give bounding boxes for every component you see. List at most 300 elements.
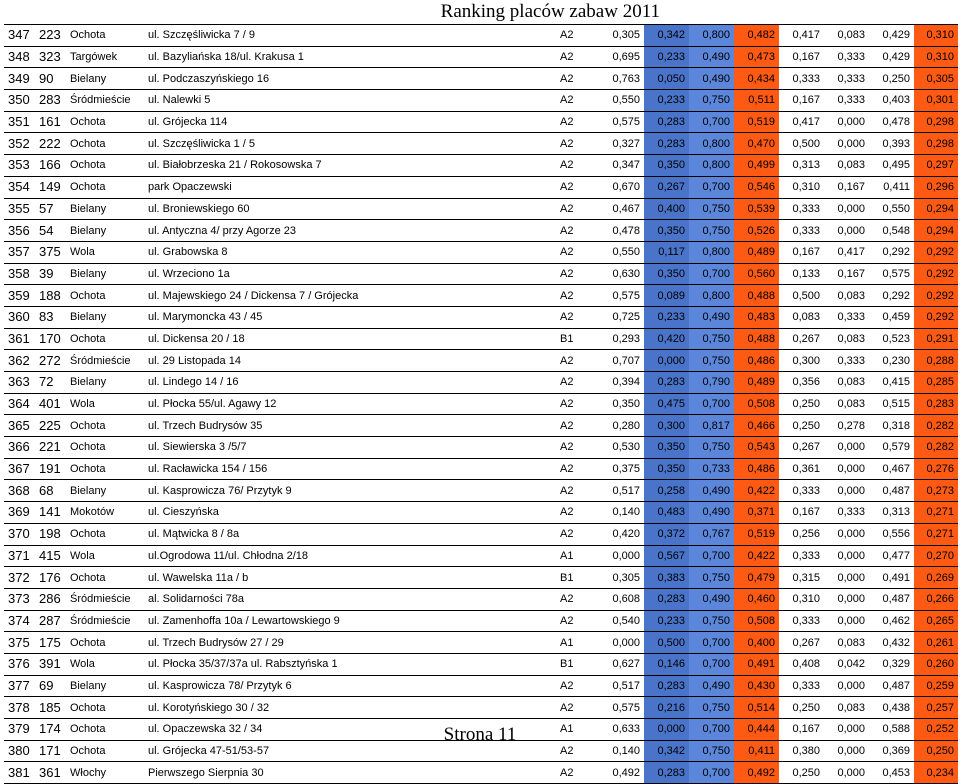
class-cell: A2 <box>558 675 599 697</box>
total-score-cell: 0,292 <box>914 241 958 263</box>
score-5-cell: 0,315 <box>779 567 824 589</box>
score-4-cell: 0,491 <box>734 653 779 675</box>
score-7-cell: 0,478 <box>869 111 914 133</box>
score-6-cell: 0,333 <box>824 68 869 90</box>
score-5-cell: 0,267 <box>779 328 824 350</box>
score-1-cell: 0,347 <box>599 155 644 177</box>
total-score-cell: 0,292 <box>914 263 958 285</box>
table-row <box>4 415 958 437</box>
class-cell: A2 <box>558 762 599 784</box>
score-5-cell: 0,083 <box>779 306 824 328</box>
district-cell: Bielany <box>68 675 146 697</box>
address-cell: ul. Dickensa 20 / 18 <box>146 328 558 350</box>
table-row <box>4 675 958 697</box>
total-score-cell: 0,266 <box>914 588 958 610</box>
score-1-cell: 0,627 <box>599 653 644 675</box>
total-score-cell: 0,271 <box>914 523 958 545</box>
score-3-cell: 0,750 <box>689 350 734 372</box>
total-score-cell: 0,297 <box>914 155 958 177</box>
score-5-cell: 0,333 <box>779 480 824 502</box>
total-score-cell: 0,305 <box>914 68 958 90</box>
score-4-cell: 0,489 <box>734 372 779 394</box>
address-cell: ul. Bazyliańska 18/ul. Krakusa 1 <box>146 46 558 68</box>
district-cell: Bielany <box>68 480 146 502</box>
class-cell: A2 <box>558 133 599 155</box>
class-cell: A2 <box>558 198 599 220</box>
rank-cell: 351 <box>4 111 36 133</box>
score-1-cell: 0,305 <box>599 25 644 47</box>
score-5-cell: 0,361 <box>779 458 824 480</box>
score-3-cell: 0,800 <box>689 133 734 155</box>
score-3-cell: 0,800 <box>689 241 734 263</box>
score-6-cell: 0,083 <box>824 393 869 415</box>
district-cell: Ochota <box>68 740 146 762</box>
score-4-cell: 0,466 <box>734 415 779 437</box>
rank-cell: 370 <box>4 523 36 545</box>
total-score-cell: 0,283 <box>914 393 958 415</box>
table-row <box>4 480 958 502</box>
score-3-cell: 0,750 <box>689 610 734 632</box>
total-score-cell: 0,273 <box>914 480 958 502</box>
district-cell: Ochota <box>68 285 146 307</box>
total-score-cell: 0,292 <box>914 285 958 307</box>
id-cell: 149 <box>36 176 68 198</box>
score-3-cell: 0,750 <box>689 740 734 762</box>
class-cell: A2 <box>558 350 599 372</box>
score-7-cell: 0,411 <box>869 176 914 198</box>
score-4-cell: 0,482 <box>734 25 779 47</box>
address-cell: ul. Korotyńskiego 30 / 32 <box>146 697 558 719</box>
score-6-cell: 0,083 <box>824 285 869 307</box>
rank-cell: 372 <box>4 567 36 589</box>
class-cell: A2 <box>558 480 599 502</box>
class-cell: A2 <box>558 697 599 719</box>
score-3-cell: 0,700 <box>689 176 734 198</box>
district-cell: Ochota <box>68 458 146 480</box>
score-1-cell: 0,420 <box>599 523 644 545</box>
score-3-cell: 0,800 <box>689 25 734 47</box>
rank-cell: 350 <box>4 90 36 112</box>
class-cell: A2 <box>558 740 599 762</box>
total-score-cell: 0,234 <box>914 762 958 784</box>
total-score-cell: 0,271 <box>914 502 958 524</box>
address-cell: ul. Kasprowicza 76/ Przytyk 9 <box>146 480 558 502</box>
total-score-cell: 0,310 <box>914 46 958 68</box>
score-6-cell: 0,167 <box>824 263 869 285</box>
class-cell: A1 <box>558 632 599 654</box>
score-2-cell: 0,475 <box>644 393 689 415</box>
score-3-cell: 0,700 <box>689 653 734 675</box>
table-row <box>4 588 958 610</box>
score-4-cell: 0,486 <box>734 350 779 372</box>
class-cell: A2 <box>558 25 599 47</box>
score-1-cell: 0,575 <box>599 697 644 719</box>
score-3-cell: 0,750 <box>689 220 734 242</box>
id-cell: 323 <box>36 46 68 68</box>
score-4-cell: 0,444 <box>734 719 779 741</box>
address-cell: ul. Opaczewska 32 / 34 <box>146 719 558 741</box>
score-1-cell: 0,633 <box>599 719 644 741</box>
score-7-cell: 0,429 <box>869 46 914 68</box>
id-cell: 57 <box>36 198 68 220</box>
id-cell: 283 <box>36 90 68 112</box>
rank-cell: 364 <box>4 393 36 415</box>
score-6-cell: 0,000 <box>824 111 869 133</box>
score-3-cell: 0,750 <box>689 90 734 112</box>
score-4-cell: 0,488 <box>734 328 779 350</box>
score-3-cell: 0,700 <box>689 632 734 654</box>
score-5-cell: 0,267 <box>779 632 824 654</box>
score-6-cell: 0,278 <box>824 415 869 437</box>
score-3-cell: 0,800 <box>689 155 734 177</box>
district-cell: Mokotów <box>68 502 146 524</box>
class-cell: A2 <box>558 285 599 307</box>
district-cell: Ochota <box>68 523 146 545</box>
score-6-cell: 0,000 <box>824 458 869 480</box>
score-3-cell: 0,700 <box>689 111 734 133</box>
score-2-cell: 0,000 <box>644 350 689 372</box>
score-3-cell: 0,750 <box>689 437 734 459</box>
table-row <box>4 46 958 68</box>
score-5-cell: 0,300 <box>779 350 824 372</box>
score-4-cell: 0,470 <box>734 133 779 155</box>
score-3-cell: 0,800 <box>689 285 734 307</box>
score-7-cell: 0,393 <box>869 133 914 155</box>
table-row <box>4 306 958 328</box>
score-5-cell: 0,250 <box>779 762 824 784</box>
score-5-cell: 0,250 <box>779 393 824 415</box>
score-2-cell: 0,400 <box>644 198 689 220</box>
score-7-cell: 0,313 <box>869 502 914 524</box>
score-1-cell: 0,000 <box>599 545 644 567</box>
score-6-cell: 0,333 <box>824 350 869 372</box>
score-1-cell: 0,763 <box>599 68 644 90</box>
score-2-cell: 0,500 <box>644 632 689 654</box>
class-cell: A2 <box>558 46 599 68</box>
class-cell: A2 <box>558 263 599 285</box>
rank-cell: 347 <box>4 25 36 47</box>
score-6-cell: 0,083 <box>824 632 869 654</box>
class-cell: A2 <box>558 437 599 459</box>
id-cell: 415 <box>36 545 68 567</box>
total-score-cell: 0,310 <box>914 25 958 47</box>
score-1-cell: 0,575 <box>599 111 644 133</box>
score-3-cell: 0,490 <box>689 588 734 610</box>
score-7-cell: 0,292 <box>869 241 914 263</box>
address-cell: ul. Cieszyńska <box>146 502 558 524</box>
score-2-cell: 0,267 <box>644 176 689 198</box>
score-4-cell: 0,489 <box>734 241 779 263</box>
score-2-cell: 0,483 <box>644 502 689 524</box>
score-7-cell: 0,487 <box>869 675 914 697</box>
score-1-cell: 0,670 <box>599 176 644 198</box>
score-2-cell: 0,216 <box>644 697 689 719</box>
table-row <box>4 437 958 459</box>
score-7-cell: 0,318 <box>869 415 914 437</box>
district-cell: Ochota <box>68 719 146 741</box>
rank-cell: 353 <box>4 155 36 177</box>
rank-cell: 362 <box>4 350 36 372</box>
total-score-cell: 0,301 <box>914 90 958 112</box>
score-4-cell: 0,422 <box>734 480 779 502</box>
score-4-cell: 0,543 <box>734 437 779 459</box>
table-row <box>4 263 958 285</box>
address-cell: ul. Trzech Budrysów 27 / 29 <box>146 632 558 654</box>
total-score-cell: 0,288 <box>914 350 958 372</box>
address-cell: ul. Białobrzeska 21 / Rokosowska 7 <box>146 155 558 177</box>
score-5-cell: 0,356 <box>779 372 824 394</box>
score-6-cell: 0,000 <box>824 740 869 762</box>
address-cell: ul. Racławicka 154 / 156 <box>146 458 558 480</box>
score-6-cell: 0,000 <box>824 610 869 632</box>
total-score-cell: 0,269 <box>914 567 958 589</box>
table-row <box>4 176 958 198</box>
district-cell: Ochota <box>68 567 146 589</box>
address-cell: ul. Wawelska 11a / b <box>146 567 558 589</box>
score-2-cell: 0,342 <box>644 25 689 47</box>
score-7-cell: 0,438 <box>869 697 914 719</box>
score-2-cell: 0,233 <box>644 90 689 112</box>
score-4-cell: 0,526 <box>734 220 779 242</box>
class-cell: A2 <box>558 458 599 480</box>
table-row <box>4 350 958 372</box>
rank-cell: 373 <box>4 588 36 610</box>
score-3-cell: 0,817 <box>689 415 734 437</box>
score-6-cell: 0,000 <box>824 588 869 610</box>
rank-cell: 348 <box>4 46 36 68</box>
id-cell: 176 <box>36 567 68 589</box>
district-cell: Wola <box>68 393 146 415</box>
score-3-cell: 0,790 <box>689 372 734 394</box>
table-row <box>4 567 958 589</box>
score-3-cell: 0,700 <box>689 719 734 741</box>
rank-cell: 371 <box>4 545 36 567</box>
score-4-cell: 0,514 <box>734 697 779 719</box>
score-7-cell: 0,459 <box>869 306 914 328</box>
district-cell: Bielany <box>68 263 146 285</box>
rank-cell: 352 <box>4 133 36 155</box>
class-cell: A2 <box>558 220 599 242</box>
id-cell: 188 <box>36 285 68 307</box>
class-cell: A2 <box>558 610 599 632</box>
score-3-cell: 0,767 <box>689 523 734 545</box>
score-7-cell: 0,579 <box>869 437 914 459</box>
id-cell: 83 <box>36 306 68 328</box>
address-cell: ul. Siewierska 3 /5/7 <box>146 437 558 459</box>
rank-cell: 363 <box>4 372 36 394</box>
class-cell: B1 <box>558 653 599 675</box>
address-cell: ul. Majewskiego 24 / Dickensa 7 / Grójecka <box>146 285 558 307</box>
score-3-cell: 0,700 <box>689 263 734 285</box>
rank-cell: 368 <box>4 480 36 502</box>
score-7-cell: 0,230 <box>869 350 914 372</box>
score-1-cell: 0,530 <box>599 437 644 459</box>
total-score-cell: 0,294 <box>914 220 958 242</box>
score-7-cell: 0,453 <box>869 762 914 784</box>
score-6-cell: 0,333 <box>824 502 869 524</box>
score-7-cell: 0,495 <box>869 155 914 177</box>
score-5-cell: 0,333 <box>779 675 824 697</box>
district-cell: Ochota <box>68 176 146 198</box>
id-cell: 54 <box>36 220 68 242</box>
id-cell: 175 <box>36 632 68 654</box>
score-4-cell: 0,519 <box>734 111 779 133</box>
total-score-cell: 0,265 <box>914 610 958 632</box>
id-cell: 141 <box>36 502 68 524</box>
table-row <box>4 458 958 480</box>
id-cell: 185 <box>36 697 68 719</box>
rank-cell: 380 <box>4 740 36 762</box>
id-cell: 223 <box>36 25 68 47</box>
document-title: Ranking placów zabaw 2011 <box>440 1 660 22</box>
score-7-cell: 0,432 <box>869 632 914 654</box>
score-5-cell: 0,133 <box>779 263 824 285</box>
class-cell: A2 <box>558 111 599 133</box>
address-cell: ul. Grabowska 8 <box>146 241 558 263</box>
district-cell: Ochota <box>68 328 146 350</box>
district-cell: Śródmieście <box>68 350 146 372</box>
score-3-cell: 0,490 <box>689 68 734 90</box>
district-cell: Śródmieście <box>68 90 146 112</box>
total-score-cell: 0,291 <box>914 328 958 350</box>
district-cell: Targówek <box>68 46 146 68</box>
score-2-cell: 0,117 <box>644 241 689 263</box>
total-score-cell: 0,259 <box>914 675 958 697</box>
class-cell: A2 <box>558 502 599 524</box>
score-4-cell: 0,422 <box>734 545 779 567</box>
address-cell: Pierwszego Sierpnia 30 <box>146 762 558 784</box>
score-2-cell: 0,342 <box>644 740 689 762</box>
score-5-cell: 0,250 <box>779 415 824 437</box>
id-cell: 72 <box>36 372 68 394</box>
score-7-cell: 0,556 <box>869 523 914 545</box>
score-6-cell: 0,417 <box>824 241 869 263</box>
address-cell: ul. Lindego 14 / 16 <box>146 372 558 394</box>
score-1-cell: 0,550 <box>599 90 644 112</box>
id-cell: 90 <box>36 68 68 90</box>
score-2-cell: 0,350 <box>644 155 689 177</box>
score-5-cell: 0,167 <box>779 719 824 741</box>
ranking-table <box>4 24 958 784</box>
score-2-cell: 0,283 <box>644 675 689 697</box>
score-4-cell: 0,508 <box>734 393 779 415</box>
rank-cell: 357 <box>4 241 36 263</box>
rank-cell: 355 <box>4 198 36 220</box>
total-score-cell: 0,298 <box>914 133 958 155</box>
score-5-cell: 0,310 <box>779 176 824 198</box>
score-4-cell: 0,492 <box>734 762 779 784</box>
total-score-cell: 0,260 <box>914 653 958 675</box>
district-cell: Wola <box>68 653 146 675</box>
score-2-cell: 0,000 <box>644 719 689 741</box>
score-6-cell: 0,083 <box>824 25 869 47</box>
score-3-cell: 0,700 <box>689 762 734 784</box>
score-7-cell: 0,487 <box>869 480 914 502</box>
id-cell: 69 <box>36 675 68 697</box>
table-row <box>4 285 958 307</box>
score-6-cell: 0,083 <box>824 372 869 394</box>
rank-cell: 356 <box>4 220 36 242</box>
table-row <box>4 241 958 263</box>
score-4-cell: 0,499 <box>734 155 779 177</box>
id-cell: 221 <box>36 437 68 459</box>
score-7-cell: 0,429 <box>869 25 914 47</box>
score-1-cell: 0,467 <box>599 198 644 220</box>
rank-cell: 375 <box>4 632 36 654</box>
rank-cell: 378 <box>4 697 36 719</box>
class-cell: A1 <box>558 719 599 741</box>
score-5-cell: 0,267 <box>779 437 824 459</box>
score-6-cell: 0,000 <box>824 220 869 242</box>
table-body <box>4 25 958 784</box>
district-cell: Ochota <box>68 632 146 654</box>
score-6-cell: 0,333 <box>824 46 869 68</box>
total-score-cell: 0,298 <box>914 111 958 133</box>
district-cell: Wola <box>68 545 146 567</box>
id-cell: 401 <box>36 393 68 415</box>
score-1-cell: 0,575 <box>599 285 644 307</box>
score-7-cell: 0,575 <box>869 263 914 285</box>
score-2-cell: 0,420 <box>644 328 689 350</box>
score-5-cell: 0,417 <box>779 111 824 133</box>
score-2-cell: 0,283 <box>644 133 689 155</box>
score-1-cell: 0,707 <box>599 350 644 372</box>
score-1-cell: 0,725 <box>599 306 644 328</box>
score-5-cell: 0,333 <box>779 220 824 242</box>
score-7-cell: 0,467 <box>869 458 914 480</box>
table-row <box>4 393 958 415</box>
score-7-cell: 0,329 <box>869 653 914 675</box>
rank-cell: 377 <box>4 675 36 697</box>
address-cell: ul. Antyczna 4/ przy Agorze 23 <box>146 220 558 242</box>
address-cell: ul. Grójecka 47-51/53-57 <box>146 740 558 762</box>
score-7-cell: 0,292 <box>869 285 914 307</box>
total-score-cell: 0,276 <box>914 458 958 480</box>
id-cell: 170 <box>36 328 68 350</box>
score-7-cell: 0,487 <box>869 588 914 610</box>
district-cell: Ochota <box>68 111 146 133</box>
score-2-cell: 0,283 <box>644 588 689 610</box>
score-1-cell: 0,394 <box>599 372 644 394</box>
score-6-cell: 0,000 <box>824 133 869 155</box>
score-6-cell: 0,333 <box>824 306 869 328</box>
score-3-cell: 0,700 <box>689 545 734 567</box>
score-7-cell: 0,550 <box>869 198 914 220</box>
id-cell: 375 <box>36 241 68 263</box>
score-2-cell: 0,258 <box>644 480 689 502</box>
address-cell: ul. Szczęśliwicka 7 / 9 <box>146 25 558 47</box>
score-4-cell: 0,430 <box>734 675 779 697</box>
class-cell: A2 <box>558 415 599 437</box>
score-2-cell: 0,350 <box>644 263 689 285</box>
score-2-cell: 0,372 <box>644 523 689 545</box>
address-cell: ul. Mątwicka 8 / 8a <box>146 523 558 545</box>
address-cell: ul. Zamenhoffa 10a / Lewartowskiego 9 <box>146 610 558 632</box>
score-1-cell: 0,540 <box>599 610 644 632</box>
score-4-cell: 0,400 <box>734 632 779 654</box>
score-3-cell: 0,750 <box>689 567 734 589</box>
score-1-cell: 0,492 <box>599 762 644 784</box>
district-cell: Ochota <box>68 133 146 155</box>
district-cell: Bielany <box>68 198 146 220</box>
address-cell: ul. Podczaszyńskiego 16 <box>146 68 558 90</box>
score-4-cell: 0,511 <box>734 90 779 112</box>
score-7-cell: 0,369 <box>869 740 914 762</box>
rank-cell: 366 <box>4 437 36 459</box>
score-1-cell: 0,000 <box>599 632 644 654</box>
table-row <box>4 111 958 133</box>
rank-cell: 374 <box>4 610 36 632</box>
